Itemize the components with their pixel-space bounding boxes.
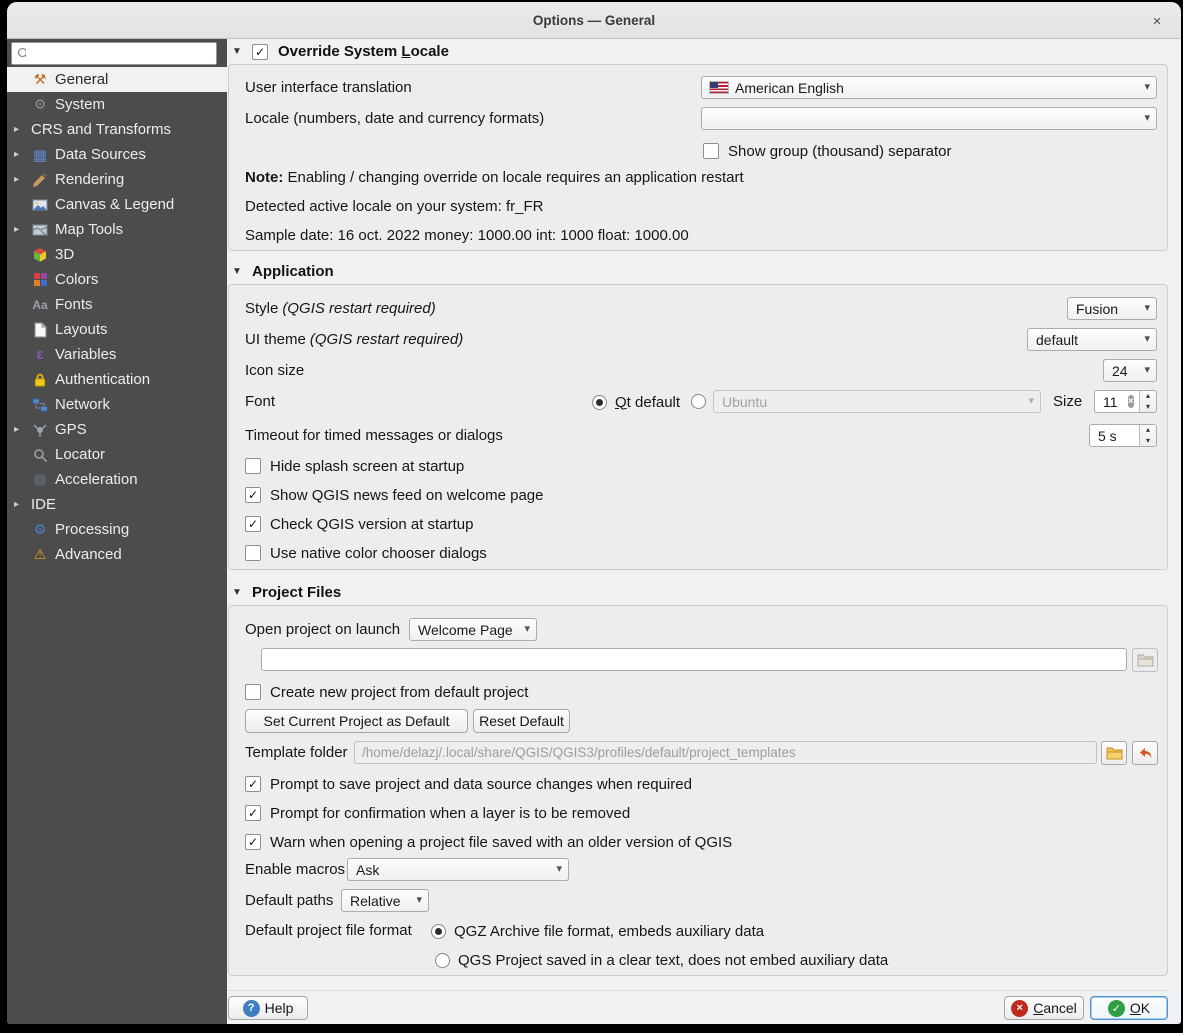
ok-button[interactable] — [1090, 996, 1168, 1020]
set-default-project-button[interactable]: Set Current Project as Default — [245, 709, 468, 733]
sidebar-item-label: System — [55, 96, 106, 113]
spin-up-icon[interactable]: ▴ — [1145, 391, 1150, 401]
warn-older-version-row — [245, 833, 732, 851]
page-icon — [31, 322, 49, 338]
combobox-value: default — [1036, 331, 1079, 348]
template-folder-input[interactable] — [354, 741, 1097, 764]
help-button-label: Help — [264, 1000, 294, 1016]
chevron-down-icon: ▾ — [524, 623, 530, 635]
version-check-checkbox[interactable]: ✓ — [245, 516, 261, 532]
sidebar-item-3d[interactable] — [7, 242, 227, 267]
titlebar[interactable] — [7, 2, 1181, 39]
combobox-value: American English — [735, 79, 844, 96]
combobox-value: Ubuntu — [722, 393, 768, 410]
news-feed-checkbox[interactable]: ✓ — [245, 487, 261, 503]
chevron-right-icon[interactable]: ▸ — [14, 424, 20, 435]
undo-icon — [1138, 746, 1153, 761]
qgz-format-radio[interactable] — [431, 924, 446, 939]
icon-size-combobox[interactable] — [1103, 359, 1157, 382]
sidebar-item-acceleration[interactable] — [7, 467, 227, 492]
reset-template-button[interactable] — [1132, 741, 1158, 765]
sidebar-item-label: General — [55, 71, 109, 88]
warn-older-version-checkbox[interactable]: ✓ — [245, 834, 261, 850]
sidebar-item-advanced[interactable] — [7, 542, 227, 567]
checkbox-label: Warn when opening a project file saved with an older version of QGIS — [270, 833, 733, 851]
chevron-down-icon: ▾ — [1144, 333, 1150, 345]
cancel-icon: × — [1011, 1000, 1028, 1017]
locale-section-title: Override System Locale — [278, 43, 449, 60]
override-locale-checkbox[interactable]: ✓ — [252, 44, 268, 60]
project-files-section-header — [232, 584, 341, 601]
browse-template-button[interactable] — [1101, 741, 1127, 765]
chevron-right-icon[interactable]: ▸ — [14, 149, 20, 160]
close-icon[interactable]: × — [1152, 12, 1162, 30]
sidebar-item-colors[interactable] — [7, 267, 227, 292]
sidebar-item-label: Canvas & Legend — [55, 196, 175, 213]
native-color-row — [245, 544, 487, 562]
enable-macros-combobox[interactable] — [347, 858, 569, 881]
chevron-down-icon: ▾ — [1144, 112, 1150, 124]
search-box[interactable] — [11, 42, 217, 65]
qt-default-radio[interactable] — [592, 395, 607, 410]
application-group — [228, 284, 1168, 570]
font-label: Font — [245, 393, 276, 410]
enable-macros-label: Enable macros — [245, 861, 346, 878]
sidebar-item-label: Variables — [55, 346, 117, 363]
chevron-right-icon[interactable]: ▸ — [14, 124, 20, 135]
table-icon: ▦ — [32, 146, 48, 164]
dialog-content — [7, 39, 1181, 1024]
locale-format-combobox[interactable] — [701, 107, 1157, 130]
help-icon: ? — [243, 1000, 260, 1017]
qgz-format-row — [431, 922, 764, 940]
style-combobox[interactable] — [1067, 297, 1157, 320]
template-folder-label: Template folder — [245, 744, 348, 761]
timeout-label: Timeout for timed messages or dialogs — [245, 427, 503, 444]
spin-up-icon[interactable]: ▴ — [1145, 425, 1150, 435]
chevron-down-icon: ▾ — [1028, 395, 1034, 407]
project-format-label: Default project file format — [245, 922, 412, 939]
sidebar-item-rendering[interactable] — [7, 167, 227, 192]
main-panel — [228, 39, 1181, 1024]
qgs-format-radio[interactable] — [435, 953, 450, 968]
options-dialog — [7, 2, 1181, 1024]
sidebar-item-label: 3D — [55, 246, 75, 263]
paintbrush-icon — [31, 172, 49, 188]
processing-gear-icon: ⚙ — [33, 521, 47, 537]
chevron-down-icon: ▾ — [556, 863, 562, 875]
magnifier-icon — [31, 447, 49, 463]
cancel-button[interactable] — [1004, 996, 1084, 1020]
sidebar-item-label: Acceleration — [55, 471, 138, 488]
sidebar-nav — [7, 67, 227, 567]
collapse-icon[interactable]: ▼ — [232, 266, 242, 277]
chevron-right-icon[interactable]: ▸ — [14, 499, 20, 510]
sidebar-item-ide[interactable] — [7, 492, 227, 517]
chevron-right-icon[interactable]: ▸ — [14, 224, 20, 235]
chevron-right-icon[interactable]: ▸ — [14, 174, 20, 185]
chip-icon — [31, 472, 49, 488]
checkbox-label: Create new project from default project — [270, 683, 529, 701]
sidebar-item-variables[interactable] — [7, 342, 227, 367]
ui-translation-combobox[interactable] — [701, 76, 1157, 99]
checkbox-label: Use native color chooser dialogs — [270, 544, 487, 562]
sidebar-item-label: Data Sources — [55, 146, 146, 163]
hide-splash-checkbox[interactable] — [245, 458, 261, 474]
cube-3d-icon — [31, 247, 49, 263]
icon-size-label: Icon size — [245, 362, 305, 379]
sidebar-item-fonts[interactable] — [7, 292, 227, 317]
project-files-section-title: Project Files — [252, 584, 342, 601]
chevron-down-icon: ▾ — [416, 894, 422, 906]
sidebar-item-label: Network — [55, 396, 111, 413]
font-qt-default-radio-row — [592, 393, 680, 411]
sidebar-item-label: Locator — [55, 446, 106, 463]
sidebar-item-label: IDE — [31, 496, 57, 513]
fonts-icon: Aa — [32, 297, 48, 312]
folder-icon — [1137, 654, 1154, 667]
timeout-spinbox[interactable] — [1089, 424, 1157, 447]
reset-default-button[interactable]: Reset Default — [473, 709, 570, 733]
default-paths-combobox[interactable] — [341, 889, 429, 912]
hide-splash-row — [245, 457, 464, 475]
map-canvas-icon — [31, 197, 49, 213]
sidebar-item-label: Fonts — [55, 296, 93, 313]
sidebar-item-general[interactable] — [7, 67, 227, 92]
sidebar-item-label: Authentication — [55, 371, 151, 388]
combobox-value: Ask — [356, 861, 380, 878]
custom-font-radio[interactable] — [691, 394, 706, 409]
prompt-remove-layer-row — [245, 804, 630, 822]
us-flag-icon — [710, 82, 728, 93]
native-color-checkbox[interactable] — [245, 545, 261, 561]
sidebar-item-network[interactable] — [7, 392, 227, 417]
clear-icon[interactable]: × — [1127, 396, 1134, 407]
help-button[interactable] — [228, 996, 308, 1020]
sidebar-item-gps[interactable] — [7, 417, 227, 442]
sidebar-item-label: Rendering — [55, 171, 125, 188]
chevron-down-icon: ▾ — [1144, 81, 1150, 93]
epsilon-icon: ε — [36, 346, 44, 363]
font-size-label: Size — [1053, 393, 1083, 410]
sidebar-item-processing[interactable] — [7, 517, 227, 542]
folder-icon — [1106, 747, 1123, 760]
sidebar-item-data-sources[interactable] — [7, 142, 227, 167]
sidebar-item-map-tools[interactable] — [7, 217, 227, 242]
application-section-header — [232, 263, 334, 280]
style-label: Style (QGIS restart required) — [245, 300, 436, 317]
radio-label: QGZ Archive file format, embeds auxiliary data — [454, 922, 765, 940]
project-files-group — [228, 605, 1168, 976]
combobox-value: Relative — [350, 892, 401, 909]
sidebar-item-label: Processing — [55, 521, 130, 538]
checkbox-label: Prompt for confirmation when a layer is to be removed — [270, 804, 631, 822]
combobox-value: Fusion — [1076, 300, 1119, 317]
locale-group — [228, 64, 1168, 251]
sidebar-item-label: CRS and Transforms — [31, 121, 172, 138]
sidebar-item-label: Map Tools — [55, 221, 124, 238]
sample-locale-text: Sample date: 16 oct. 2022 money: 1000.00 int: 1000 float: 1000.00 — [245, 227, 689, 244]
checkbox-label: Prompt to save project and data source changes when required — [270, 775, 692, 793]
ui-theme-label: UI theme (QGIS restart required) — [245, 331, 464, 348]
cancel-button-label: Cancel — [1033, 1000, 1077, 1016]
sidebar-item-authentication[interactable] — [7, 367, 227, 392]
group-separator-label: Show group (thousand) separator — [728, 142, 952, 160]
spin-down-icon[interactable]: ▾ — [1145, 401, 1150, 411]
collapse-icon[interactable]: ▼ — [232, 587, 242, 598]
open-project-combobox[interactable] — [409, 618, 537, 641]
spin-down-icon[interactable]: ▾ — [1145, 435, 1150, 445]
chevron-down-icon: ▾ — [1144, 364, 1150, 376]
prompt-remove-layer-checkbox[interactable]: ✓ — [245, 805, 261, 821]
combobox-value: Welcome Page — [418, 621, 513, 638]
sidebar-item-layouts[interactable] — [7, 317, 227, 342]
sidebar-item-label: Colors — [55, 271, 99, 288]
collapse-icon[interactable]: ▼ — [232, 46, 242, 57]
group-separator-row — [703, 142, 951, 160]
footer-separator — [228, 990, 1168, 991]
detected-locale-text: Detected active locale on your system: fr_FR — [245, 198, 544, 215]
font-size-spinbox[interactable] — [1094, 390, 1157, 413]
checkbox-label: Check QGIS version at startup — [270, 515, 474, 533]
ok-button-label: OK — [1129, 1000, 1151, 1016]
lock-icon — [31, 372, 49, 388]
checkbox-label: Show QGIS news feed on welcome page — [270, 486, 544, 504]
ok-icon: ✓ — [1108, 1000, 1125, 1017]
qt-default-label: Qt default — [615, 393, 681, 411]
combobox-value: 24 — [1112, 362, 1128, 379]
locale-section-header — [232, 43, 449, 60]
sidebar-item-label: Advanced — [55, 546, 122, 563]
application-section-title: Application — [252, 263, 334, 280]
sidebar-item-locator[interactable] — [7, 442, 227, 467]
locale-note: Note: Enabling / changing override on locale requires an application restart — [245, 169, 744, 186]
tools-icon: ⚒ — [33, 71, 47, 87]
sidebar — [7, 39, 227, 1024]
create-default-checkbox[interactable] — [245, 684, 261, 700]
ui-translation-label: User interface translation — [245, 79, 412, 96]
locale-format-label: Locale (numbers, date and currency formats) — [245, 110, 545, 127]
browse-project-button[interactable] — [1132, 648, 1158, 672]
sidebar-item-label: Layouts — [55, 321, 108, 338]
create-default-row — [245, 683, 528, 701]
gear-wrench-icon: ⚙ — [33, 96, 47, 112]
sidebar-item-crs-and-transforms[interactable] — [7, 117, 227, 142]
sidebar-item-system[interactable] — [7, 92, 227, 117]
network-icon — [31, 397, 49, 413]
project-path-input[interactable] — [261, 648, 1127, 671]
default-paths-label: Default paths — [245, 892, 334, 909]
news-feed-row — [245, 486, 544, 504]
search-input[interactable] — [31, 45, 211, 62]
color-grid-icon — [31, 272, 49, 287]
gps-icon — [31, 422, 49, 438]
ui-theme-combobox[interactable] — [1027, 328, 1157, 351]
open-project-label: Open project on launch — [245, 621, 401, 638]
prompt-save-checkbox[interactable]: ✓ — [245, 776, 261, 792]
spinbox-value: 11 — [1103, 393, 1118, 410]
checkbox-label: Hide splash screen at startup — [270, 457, 465, 475]
spinbox-value: 5 s — [1098, 427, 1117, 444]
radio-label: QGS Project saved in a clear text, does not embed auxiliary data — [458, 951, 889, 969]
search-icon — [17, 47, 26, 60]
sidebar-item-canvas-legend[interactable] — [7, 192, 227, 217]
group-separator-checkbox[interactable] — [703, 143, 719, 159]
warning-icon: ⚠ — [33, 546, 47, 562]
chevron-down-icon: ▾ — [1144, 302, 1150, 314]
font-family-combobox[interactable] — [713, 390, 1041, 413]
qgs-format-row — [435, 951, 888, 969]
sidebar-item-label: GPS — [55, 421, 87, 438]
version-check-row — [245, 515, 473, 533]
window-title: Options — General — [532, 12, 656, 28]
map-tools-icon — [31, 222, 49, 238]
prompt-save-row — [245, 775, 692, 793]
